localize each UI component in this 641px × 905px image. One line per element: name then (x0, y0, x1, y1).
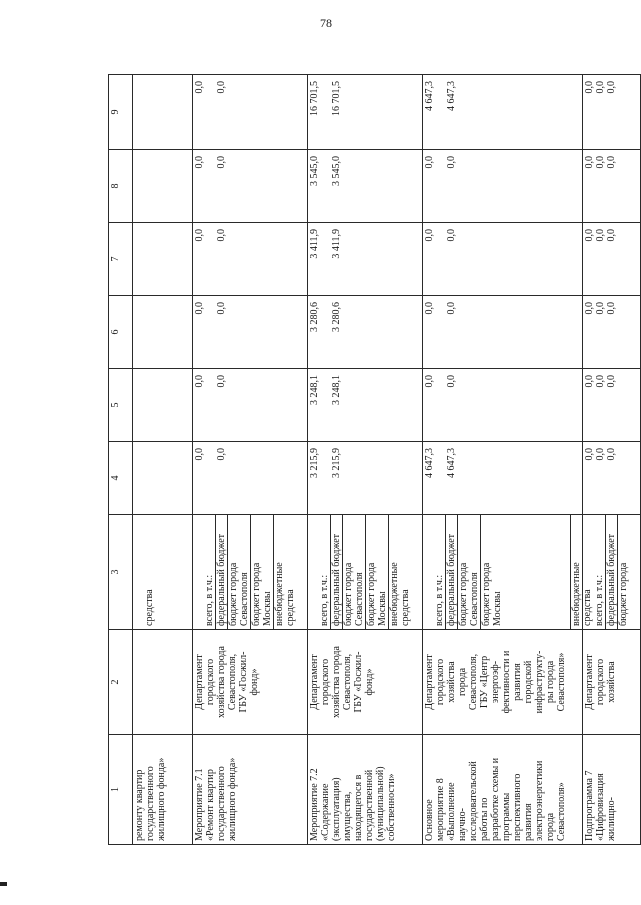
value-sevastopol: 0,0 (606, 375, 617, 388)
value-total: 4 647,3 (424, 448, 435, 478)
value-cell (193, 296, 308, 369)
value-sevastopol: 16 701,5 (331, 81, 342, 116)
value-cell (583, 223, 641, 296)
funding-source-cell (193, 515, 308, 630)
value-cell (423, 150, 583, 223)
value-cell (423, 442, 583, 515)
value-total: 0,0 (584, 156, 595, 169)
column-number-row (109, 75, 133, 845)
value-federal: 0,0 (595, 375, 606, 388)
value-cell (308, 442, 423, 515)
column-header: 2 (109, 630, 133, 735)
funding-source: бюджет города Севастополя (227, 515, 250, 629)
value-total: 0,0 (584, 81, 595, 94)
measure-name-cell: Основное мероприятие 8 «Выполнение научно- исследовательской работы по разработке схемы и программы перспективного развития электроэнергетики города Севастополя» (423, 735, 583, 845)
value-sevastopol: 0,0 (216, 81, 227, 94)
measure-name-cell: Подпрограмма 7 «Цифровизация жилищно- (583, 735, 641, 845)
value-federal: 0,0 (595, 81, 606, 94)
scan-margin-mark (0, 882, 7, 886)
funding-source: бюджет города Севастополя (457, 515, 480, 629)
value-total: 0,0 (424, 229, 435, 242)
executor-cell: Департамент городского хозяйства города Севастополя, ГБУ «Госжил- фонд» (193, 630, 308, 735)
value-cell (583, 150, 641, 223)
value-cell (193, 442, 308, 515)
value-total: 3 248,1 (309, 375, 320, 405)
value-sevastopol: 0,0 (216, 375, 227, 388)
value-sevastopol: 0,0 (446, 229, 457, 242)
funding-source-cell (133, 515, 193, 630)
value-cell (308, 369, 423, 442)
value-sevastopol: 3 215,9 (331, 448, 342, 478)
table-row (193, 75, 308, 845)
value-total: 0,0 (424, 156, 435, 169)
value-cell (193, 75, 308, 150)
table-row (583, 75, 641, 845)
measure-name-cell: Мероприятие 7.2 «Содержание (эксплуатация) имущества, находящегося в государственной (муниципальной) собственности» (308, 735, 423, 845)
value-sevastopol: 0,0 (606, 302, 617, 315)
funding-source: бюджет города Москвы (480, 515, 570, 629)
rotated-table-wrapper (108, 75, 629, 845)
value-sevastopol: 0,0 (216, 448, 227, 461)
funding-source-cell (423, 515, 593, 630)
budget-table-sheet (108, 75, 629, 845)
value-federal: 0,0 (595, 302, 606, 315)
value-sevastopol: 0,0 (216, 156, 227, 169)
funding-source: федеральный бюджет (445, 515, 457, 629)
value-federal: 0,0 (595, 229, 606, 242)
value-total: 0,0 (584, 229, 595, 242)
funding-source: внебюджетные средства (570, 515, 593, 629)
value-sevastopol: 0,0 (216, 229, 227, 242)
value-cell (423, 223, 583, 296)
funding-source: бюджет города Москвы (365, 515, 388, 629)
value-cell (133, 369, 193, 442)
value-total: 3 411,9 (309, 229, 320, 259)
column-header: 5 (109, 369, 133, 442)
value-total: 0,0 (194, 81, 205, 94)
table-row (423, 75, 583, 845)
value-total: 0,0 (194, 302, 205, 315)
value-federal: 0,0 (595, 156, 606, 169)
value-sevastopol: 0,0 (606, 448, 617, 461)
value-sevastopol: 4 647,3 (446, 81, 457, 111)
funding-source: бюджет города Москвы (250, 515, 273, 629)
budget-table (108, 74, 641, 845)
executor-cell: Департамент городского хозяйства города Севастополя, ГБУ «Госжил- фонд» (308, 630, 423, 735)
funding-source: федеральный бюджет (215, 515, 227, 629)
value-cell (193, 369, 308, 442)
value-cell (423, 75, 583, 150)
value-total: 0,0 (194, 448, 205, 461)
funding-source: средства (144, 589, 155, 626)
funding-source: федеральный бюджет (605, 515, 617, 629)
page-number: 78 (320, 16, 332, 30)
value-sevastopol: 0,0 (446, 156, 457, 169)
column-header: 4 (109, 442, 133, 515)
value-total: 0,0 (584, 302, 595, 315)
funding-source-cell (308, 515, 423, 630)
value-sevastopol: 0,0 (606, 156, 617, 169)
value-total: 0,0 (424, 302, 435, 315)
value-sevastopol: 0,0 (606, 229, 617, 242)
executor-cell: Департамент городского хозяйства (583, 630, 641, 735)
table-row (308, 75, 423, 845)
value-cell (308, 75, 423, 150)
value-sevastopol: 0,0 (606, 81, 617, 94)
executor-cell (133, 630, 193, 735)
value-federal: 0,0 (595, 448, 606, 461)
value-cell (423, 296, 583, 369)
value-cell (133, 75, 193, 150)
value-cell (308, 223, 423, 296)
value-cell (583, 442, 641, 515)
funding-source: всего, в т.ч.: (319, 574, 330, 626)
value-cell (423, 369, 583, 442)
value-total: 0,0 (584, 375, 595, 388)
column-header: 3 (109, 515, 133, 630)
value-total: 0,0 (424, 375, 435, 388)
value-cell (583, 296, 641, 369)
value-cell (583, 75, 641, 150)
value-total: 0,0 (194, 156, 205, 169)
value-cell (133, 150, 193, 223)
funding-source: бюджет города (617, 515, 629, 629)
value-cell (133, 296, 193, 369)
column-header: 9 (109, 75, 133, 150)
value-sevastopol: 0,0 (446, 375, 457, 388)
funding-source: федеральный бюджет (330, 515, 342, 629)
value-total: 0,0 (194, 375, 205, 388)
value-cell (308, 150, 423, 223)
measure-name-cell: ремонту квартир государственного жилищного фонда» (133, 735, 193, 845)
value-sevastopol: 3 545,0 (331, 156, 342, 186)
value-total: 3 215,9 (309, 448, 320, 478)
value-total: 3 545,0 (309, 156, 320, 186)
value-cell (133, 442, 193, 515)
funding-source: всего, в т.ч.: (594, 574, 605, 626)
value-cell (193, 223, 308, 296)
funding-source: всего, в т.ч.: (204, 574, 215, 626)
funding-source: внебюджетные средства (388, 515, 411, 629)
value-sevastopol: 3 248,1 (331, 375, 342, 405)
value-sevastopol: 4 647,3 (446, 448, 457, 478)
funding-source: всего, в т.ч.: (434, 574, 445, 626)
measure-name-cell: Мероприятие 7.1 «Ремонт квартир государственного жилищного фонда» (193, 735, 308, 845)
value-total: 3 280,6 (309, 302, 320, 332)
value-cell (193, 150, 308, 223)
column-header: 8 (109, 150, 133, 223)
funding-source: внебюджетные средства (273, 515, 296, 629)
value-sevastopol: 0,0 (446, 302, 457, 315)
table-body (109, 75, 641, 845)
table-row (133, 75, 193, 845)
value-total: 0,0 (194, 229, 205, 242)
column-header: 1 (109, 735, 133, 845)
value-cell (583, 369, 641, 442)
value-total: 16 701,5 (309, 81, 320, 116)
value-sevastopol: 0,0 (216, 302, 227, 315)
value-sevastopol: 3 280,6 (331, 302, 342, 332)
value-cell (308, 296, 423, 369)
value-total: 0,0 (584, 448, 595, 461)
value-total: 4 647,3 (424, 81, 435, 111)
funding-source: бюджет города Севастополя (342, 515, 365, 629)
value-cell (133, 223, 193, 296)
value-sevastopol: 3 411,9 (331, 229, 342, 259)
column-header: 6 (109, 296, 133, 369)
column-header: 7 (109, 223, 133, 296)
executor-cell: Департамент городского хозяйства города Севастополя, ГБУ «Центр энергоэф- фективности и развития городской инфраструкту- ры города Севастополя» (423, 630, 583, 735)
